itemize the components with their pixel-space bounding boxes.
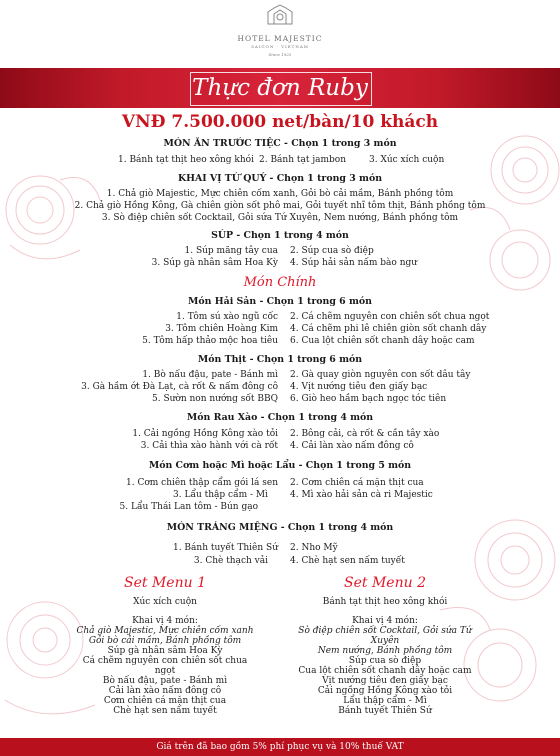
menu-item: 3. Chè thạch vải [193,556,268,566]
set-item: Lẩu thập cẩm - Mì [343,696,427,706]
set-menu-title: Set Menu 2 [344,575,426,591]
section-heading-vegetable: Món Rau Xào - Chọn 1 trong 4 món [186,412,374,423]
set-item: Nem nướng, Bánh phồng tôm [317,646,453,656]
title-banner [0,68,560,108]
menu-item: 1. Cải ngồng Hồng Kông xào tỏi [132,429,278,439]
menu-item: 3. Sò điệp chiên sốt Cocktail, Gỏi sứa Tứ Xuyên, Nem nướng, Bánh phồng tôm [101,213,459,223]
menu-item: 2. Cá chẽm nguyên con chiên sốt chua ngọt [290,312,490,322]
menu-item: 4. Súp hải sản nấm bào ngư [290,258,418,268]
menu-item: 3. Gà hầm ớt Đà Lạt, cà rốt & nấm đông cô [81,382,278,392]
menu-item: 3. Cải thìa xào hành với cà rốt [140,441,278,451]
hotel-name: HOTEL MAJESTIC [237,34,323,43]
section-rule: Chọn 1 trong 5 món [305,460,412,471]
set-item: Xúc xích cuộn [133,597,197,607]
section-name: Món Cơm hoặc Mì hoặc Lẩu [148,460,296,471]
menu-title: Thực đơn Ruby [192,75,368,101]
menu-item: 4. Chè hạt sen nấm tuyết [290,556,405,566]
section-name: Món Hải Sản [188,296,257,307]
section-rule: Chọn 1 trong 4 món [267,412,374,423]
section-rule: Chọn 1 trong 6 món [256,354,363,365]
menu-item: 2. Nho Mỹ [290,543,338,553]
set-item: Chả giò Majestic, Mực chiên cốm xanh [76,626,254,636]
section-heading-seafood: Món Hải Sản - Chọn 1 trong 6 món [188,296,372,307]
set-menu-2 [295,575,475,716]
footer-note: Giá trên đã bao gồm 5% phí phục vụ và 10% thuế VAT [0,738,560,756]
set-item: Sò điệp chiên sốt Cocktail, Gỏi sứa Tứ Xuyên [298,626,472,646]
section-heading-rice-noodle-hotpot: Món Cơm hoặc Mì hoặc Lẩu - Chọn 1 trong 5 món [148,460,412,471]
menu-item: 1. Cơm chiên thập cẩm gói lá sen [126,478,278,488]
hotel-crest-icon [264,4,296,26]
menu-item: 3. Xúc xích cuộn [369,155,445,165]
menu-item: 2. Chả giò Hồng Kông, Gà chiên giòn sốt phô mai, Gỏi tuyết nhĩ tôm thịt, Bánh phồng tôm [74,201,486,211]
menu-item: 1. Chả giò Majestic, Mực chiên cốm xanh, Gỏi bò cải mầm, Bánh phồng tôm [106,189,454,199]
menu-item: 1. Bò nấu đậu, pate - Bánh mì [142,370,278,380]
set-menu-1 [75,575,255,716]
section-name: Món Rau Xào [186,412,258,423]
menu-item: 3. Tôm chiên Hoàng Kim [165,324,278,334]
section-name: SÚP [211,230,234,241]
menu-item: 1. Bánh tạt thịt heo xông khói [118,155,254,165]
section-heading-appetizer: KHAI VỊ TỨ QUÝ - Chọn 1 trong 3 món [177,173,383,184]
menu-item: 4. Mì xào hải sản cà ri Majestic [290,490,433,500]
section-rule: Chọn 1 trong 6 món [266,296,372,307]
menu-item: 3. Súp gà nhân sâm Hoa Kỳ [151,258,278,268]
menu-item: 2. Súp cua sò điệp [290,246,374,256]
section-rule: Chọn 1 trong 4 món [287,522,394,533]
main-course-heading: Món Chính [243,275,317,290]
set-item: Cá chẽm nguyên con chiên sốt chua ngọt [82,656,248,676]
menu-item: 2. Bông cải, cà rốt & cần tây xào [290,429,440,439]
set-label: Khai vị 4 món: [352,616,418,626]
section-rule: Chọn 1 trong 3 món [276,173,383,184]
set-item: Chè hạt sen nấm tuyết [113,706,217,716]
section-name: MÓN ĂN TRƯỚC TIỆC [163,138,281,149]
set-item: Bánh tuyết Thiên Sứ [338,706,432,716]
menu-item: 5. Sườn non nướng sốt BBQ [152,394,278,404]
section-name: KHAI VỊ TỨ QUÝ [177,173,267,184]
set-item: Cua lột chiên sốt chanh dây hoặc cam [298,666,472,676]
section-rule: Chọn 1 trong 4 món [243,230,349,241]
hotel-since: Since 1925 [268,52,292,57]
section-heading-soup: SÚP - Chọn 1 trong 4 món [211,230,349,241]
set-menu-title: Set Menu 1 [124,575,206,591]
hotel-header [0,0,560,68]
menu-item: 6. Cua lột chiên sốt chanh dây hoặc cam [290,336,475,346]
menu-item: 1. Tôm sú xào ngũ cốc [176,312,278,322]
set-item: Cải ngồng Hồng Kông xào tỏi [317,686,453,696]
hotel-location: SAIGON - VIETNAM [251,44,309,49]
section-heading-pre-banquet: MÓN ĂN TRƯỚC TIỆC - Chọn 1 trong 3 món [163,138,397,149]
set-label: Khai vị 4 món: [132,616,198,626]
set-item: Cơm chiên cá mặn thịt cua [103,696,227,706]
menu-item: 6. Giò heo hầm bạch ngọc tóc tiên [290,394,447,404]
section-heading-meat: Món Thịt - Chọn 1 trong 6 món [197,354,363,365]
section-rule: Chọn 1 trong 3 món [291,138,397,149]
menu-item: 5. Lẩu Thái Lan tôm - Bún gạo [119,502,258,512]
menu-item: 5. Tôm hấp thảo mộc hoa tiêu [142,336,278,346]
set-item: Bánh tạt thịt heo xông khói [322,597,448,607]
section-name: Món Thịt [197,354,247,365]
menu-price: VNĐ 7.500.000 net/bàn/10 khách [121,112,439,132]
set-item: Súp gà nhân sâm Hoa Kỳ [107,646,223,656]
menu-item: 4. Cá chẽm phi lê chiên giòn sốt chanh dây [290,324,487,334]
menu-item: 3. Lẩu thập cẩm - Mì [173,490,268,500]
set-item: Vịt nướng tiêu đen giấy bạc [322,676,448,686]
menu-item: 4. Vịt nướng tiêu đen giấy bạc [290,382,428,392]
menu-item: 2. Gà quay giòn nguyên con sốt dâu tây [290,370,471,380]
section-name: MÓN TRÁNG MIỆNG [166,522,278,533]
menu-item: 1. Súp măng tây cua [184,246,278,256]
set-item: Gỏi bò cải mầm, Bánh phồng tôm [88,636,242,646]
menu-item: 1. Bánh tuyết Thiên Sứ [172,543,278,553]
menu-item: 2. Bánh tạt jambon [259,155,347,165]
set-item: Cải làn xào nấm đông cô [108,686,222,696]
set-item: Bò nấu đậu, pate - Bánh mì [102,676,228,686]
menu-item: 2. Cơm chiên cá mặn thịt cua [290,478,424,488]
set-item: Súp cua sò điệp [348,656,422,666]
menu-item: 4. Cải làn xào nấm đông cô [290,441,414,451]
section-heading-dessert: MÓN TRÁNG MIỆNG - Chọn 1 trong 4 món [166,522,394,533]
